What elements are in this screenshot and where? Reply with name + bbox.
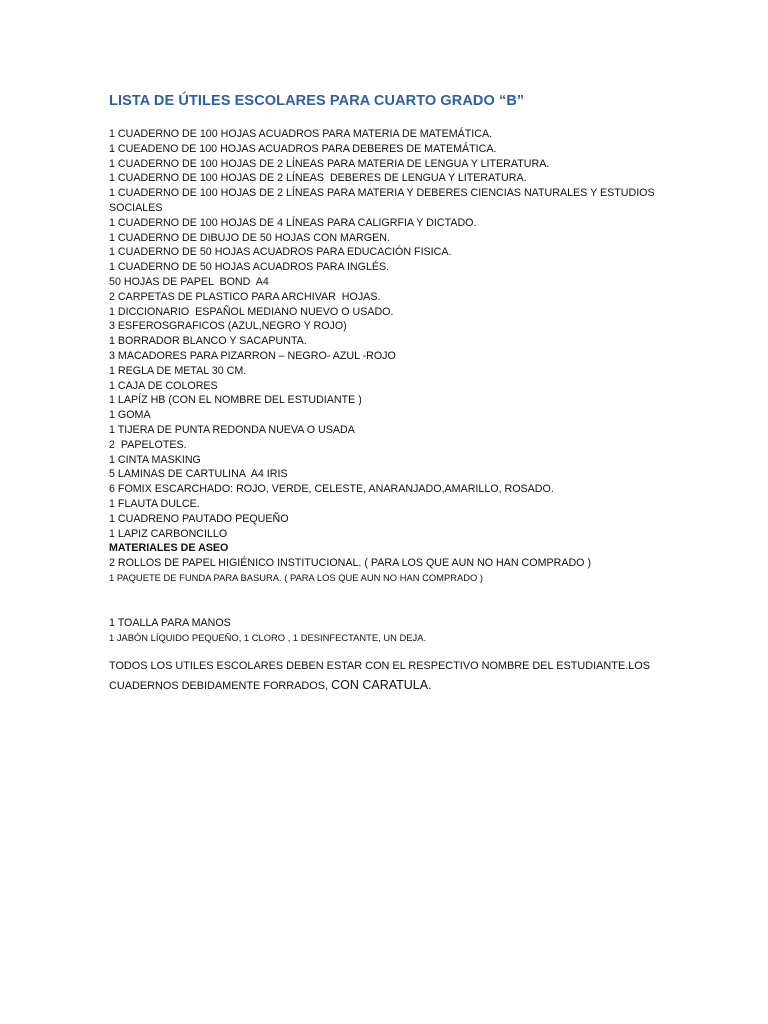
list-item: 1 FLAUTA DULCE. <box>109 497 200 510</box>
list-item: 1 LAPÍZ HB (CON EL NOMBRE DEL ESTUDIANTE ) <box>109 394 362 407</box>
list-item: 1 CUADERNO DE DIBUJO DE 50 HOJAS CON MARGEN. <box>109 231 390 244</box>
list-item: 1 CUADERNO DE 100 HOJAS DE 4 LÍNEAS PARA CALIGRFIA Y DICTADO. <box>109 216 477 229</box>
list-item: 1 CUADERNO DE 100 HOJAS ACUADROS PARA MATERIA DE MATEMÁTICA. <box>109 128 493 140</box>
list-item: 1 CAJA DE COLORES <box>109 379 218 392</box>
extra-list <box>109 616 426 645</box>
list-item: 1 LAPIZ CARBONCILLO <box>109 527 228 540</box>
list-item: 1 DICCIONARIO ESPAÑOL MEDIANO NUEVO O USADO. <box>109 305 394 318</box>
list-item: 1 CUADERNO DE 100 HOJAS DE 2 LÍNEAS DEBERES DE LENGUA Y LITERATURA. <box>109 172 527 185</box>
list-item: 1 CUADERNO DE 50 HOJAS ACUADROS PARA INGLÉS. <box>109 261 390 274</box>
closing-note <box>109 657 669 696</box>
list-item: 6 FOMIX ESCARCHADO: ROJO, VERDE, CELESTE, ANARANJADO,AMARILLO, ROSADO. <box>109 483 554 496</box>
list-item: 2 CARPETAS DE PLASTICO PARA ARCHIVAR HOJAS. <box>109 290 381 303</box>
list-item: 1 REGLA DE METAL 30 CM. <box>109 364 247 377</box>
list-item: 1 PAQUETE DE FUNDA PARA BASURA. ( PARA LOS QUE AUN NO HAN COMPRADO ) <box>109 571 484 583</box>
list-item: 5 LAMINAS DE CARTULINA A4 IRIS <box>109 468 288 481</box>
list-item: 1 CUADERNO DE 100 HOJAS DE 2 LÍNEAS PARA MATERIA DE LENGUA Y LITERATURA. <box>109 157 550 170</box>
list-item: 1 CUADERNO DE 100 HOJAS DE 2 LÍNEAS PARA MATERIA Y DEBERES CIENCIAS NATURALES Y ESTUDIOS <box>109 187 655 200</box>
list-item: 2 ROLLOS DE PAPEL HIGIÉNICO INSTITUCIONAL. ( PARA LOS QUE AUN NO HAN COMPRADO ) <box>109 557 592 570</box>
list-item: 2 PAPELOTES. <box>109 438 187 451</box>
document-title: LISTA DE ÚTILES ESCOLARES PARA CUARTO GRADO “B” <box>109 93 525 109</box>
list-item: 1 TIJERA DE PUNTA REDONDA NUEVA O USADA <box>109 423 355 436</box>
list-item: 1 CINTA MASKING <box>109 453 201 466</box>
supply-list <box>109 127 669 586</box>
section-heading-aseo: MATERIALES DE ASEO <box>109 542 229 555</box>
list-item: 1 BORRADOR BLANCO Y SACAPUNTA. <box>109 335 307 348</box>
list-item: 3 MACADORES PARA PIZARRON – NEGRO- AZUL -ROJO <box>109 349 396 362</box>
list-item: 1 CUADRENO PAUTADO PEQUEÑO <box>109 512 289 525</box>
list-item: 1 JABÓN LÍQUIDO PEQUEÑO, 1 CLORO , 1 DESINFECTANTE, UN DEJA. <box>109 631 427 643</box>
list-item: 50 HOJAS DE PAPEL BOND A4 <box>109 275 269 288</box>
list-item: 3 ESFEROSGRAFICOS (AZUL,NEGRO Y ROJO) <box>109 320 347 333</box>
list-item: 1 CUEADENO DE 100 HOJAS ACUADROS PARA DEBERES DE MATEMÁTICA. <box>109 142 497 155</box>
list-item: 1 TOALLA PARA MANOS <box>109 617 231 629</box>
list-item: 1 CUADERNO DE 50 HOJAS ACUADROS PARA EDUCACIÓN FISICA. <box>109 246 452 259</box>
closing-note-text: TODOS LOS UTILES ESCOLARES DEBEN ESTAR CON EL RESPECTIVO NOMBRE DEL ESTUDIANTE.LOS CUADERNOS DEBIDAMENTE FORRADOS, <box>109 660 651 692</box>
list-item: 1 GOMA <box>109 409 151 422</box>
list-item: SOCIALES <box>109 201 163 214</box>
closing-note-emphasis: CON CARATULA. <box>331 678 432 692</box>
